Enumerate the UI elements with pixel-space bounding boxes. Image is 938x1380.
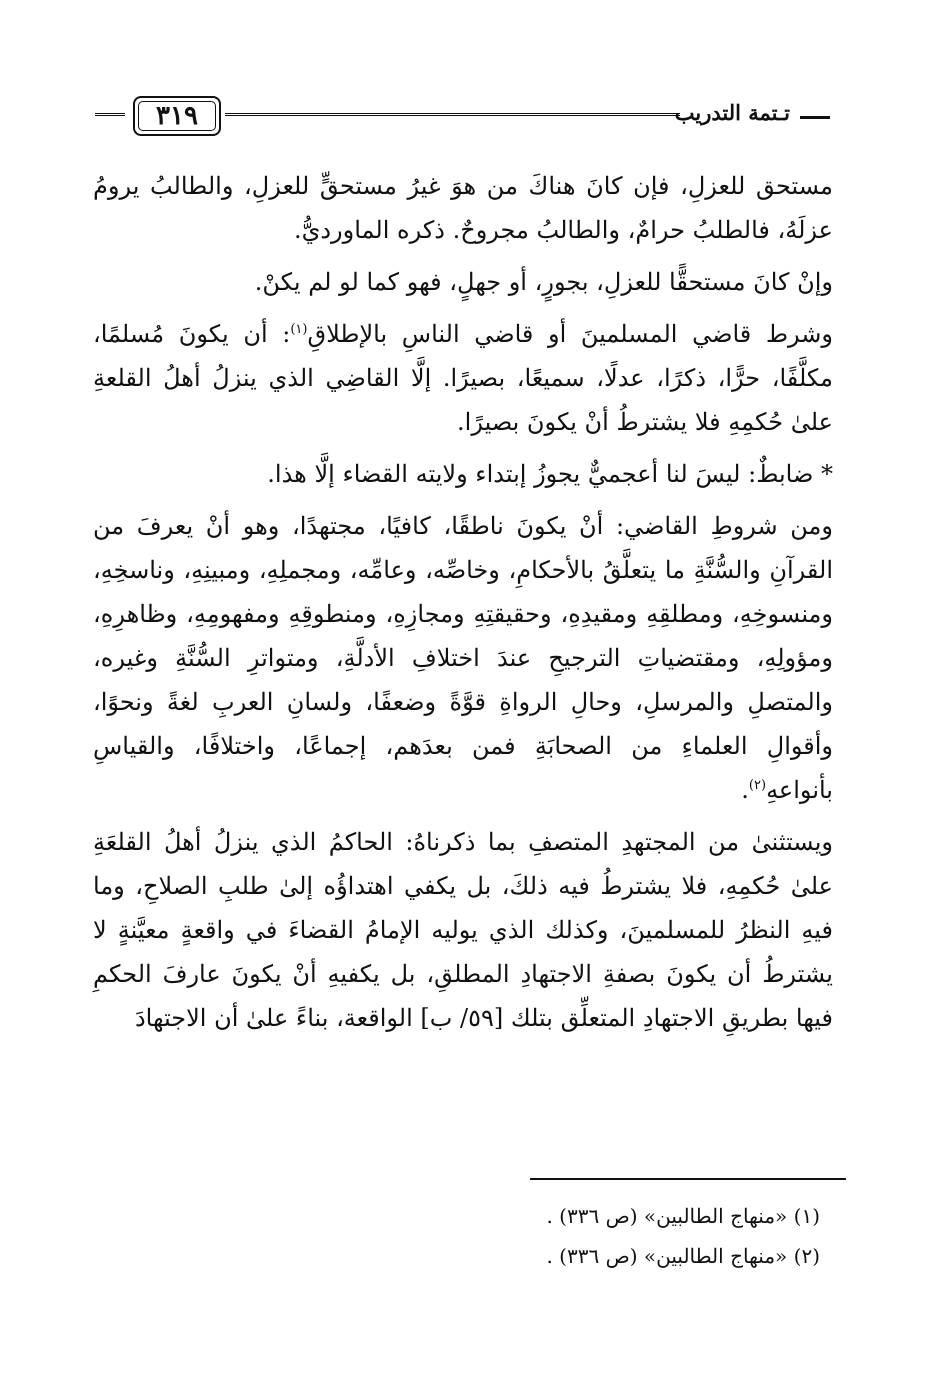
paragraph xyxy=(93,260,833,304)
paragraph-text: . xyxy=(741,776,749,804)
footnote-marker[interactable]: (١) xyxy=(290,322,308,337)
footnote-marker[interactable]: (٢) xyxy=(748,778,767,793)
paragraph-text: ويستثنىٰ من المجتهدِ المتصفِ بما ذكرناهُ: الحاكمُ الذي ينزلُ أهلُ القلعَةِ علىٰ حُكمِهِ، فلا يشترطُ فيه ذلكَ، بل يكفي اهتداؤُه إلىٰ طلبِ الصلاحِ، وما فيهِ النظرُ للمسلمينَ، وكذلك الذي يوليه الإمامُ القضاءَ في واقعةٍ معيَّنةٍ لا يشترطُ أن يكونَ بصفةِ الاجتهادِ المطلقِ، بل يكفيهِ أنْ يكونَ عارفَ الحكمِ فيها بطريقِ الاجتهادِ المتعلِّق بتلك [٥٩/ ب] الواقعة، بناءً علىٰ أن الاجتهادَ xyxy=(93,828,833,1032)
paragraph xyxy=(93,164,833,252)
header-rule-left xyxy=(95,113,125,116)
footnote: (١) «منهاج الطالبين» (ص ٣٣٦) . xyxy=(546,1204,820,1228)
page-number-box xyxy=(133,96,221,136)
paragraph xyxy=(93,452,833,496)
paragraph-text: وشرط قاضي المسلمينَ أو قاضي الناسِ بالإطلاقِ xyxy=(307,320,833,348)
paragraph-text: مستحق للعزلِ، فإن كانَ هناكَ من هوَ غيرُ مستحقٍّ للعزلِ، والطالبُ يرومُ عزلَهُ، فالطلبُ حرامٌ، والطالبُ مجروحٌ. ذكره الماورديُّ. xyxy=(93,172,833,244)
header-rule xyxy=(225,113,680,116)
paragraph xyxy=(93,820,833,1040)
page-header xyxy=(95,92,830,152)
running-title: تـتمة التدريب xyxy=(674,100,790,125)
paragraph-text: * ضابطٌ: ليسَ لنا أعجميٌّ يجوزُ إبتداء ولايته القضاء إلَّا هذا. xyxy=(267,460,833,488)
paragraph xyxy=(93,504,833,812)
paragraph-text: ومن شروطِ القاضي: أنْ يكونَ ناطقًا، كافيًا، مجتهدًا، وهو أنْ يعرفَ من القرآنِ والسُّنَّةِ ما يتعلَّقُ بالأحكامِ، وخاصِّه، وعامِّه، ومجملِهِ، ومبينِهِ، وناسخِهِ، ومنسوخِهِ، ومطلقِهِ ومقيدِهِ، وحقيقتِهِ ومجازِهِ، ومنطوقِهِ ومفهومِهِ، وظاهرِهِ، ومؤولِهِ، ومقتضياتِ الترجيحِ عندَ اختلافِ الأدلَّةِ، ومتواترِ السُّنَّةِ وغيره، والمتصلِ والمرسلِ، وحالِ الرواةِ قوَّةً وضعفًا، ولسانِ العربِ لغةً ونحوًا، وأقوالِ العلماءِ من الصحابَةِ فمن بعدَهم، إجماعًا، واختلافًا، والقياسِ بأنواعهِ xyxy=(93,512,833,804)
paragraph xyxy=(93,312,833,444)
paragraph-text: : أن يكونَ مُسلمًا، مكلَّفًا، حرًّا، ذكرًا، عدلًا، سميعًا، بصيرًا. إلَّا القاضِي الذي ينزلُ أهلُ القلعةِ علىٰ حُكمِهِ فلا يشترطُ أنْ يكونَ بصيرًا. xyxy=(93,320,833,436)
footnote-separator xyxy=(530,1178,846,1180)
main-text xyxy=(93,164,833,1048)
footnote: (٢) «منهاج الطالبين» (ص ٣٣٦) . xyxy=(546,1244,820,1268)
paragraph-text: وإنْ كانَ مستحقًّا للعزلِ، بجورٍ، أو جهلٍ، فهو كما لو لم يكنْ. xyxy=(254,268,833,296)
footnotes xyxy=(380,1196,820,1276)
page-number: ٣١٩ xyxy=(156,101,198,131)
header-rule-right xyxy=(800,116,830,119)
